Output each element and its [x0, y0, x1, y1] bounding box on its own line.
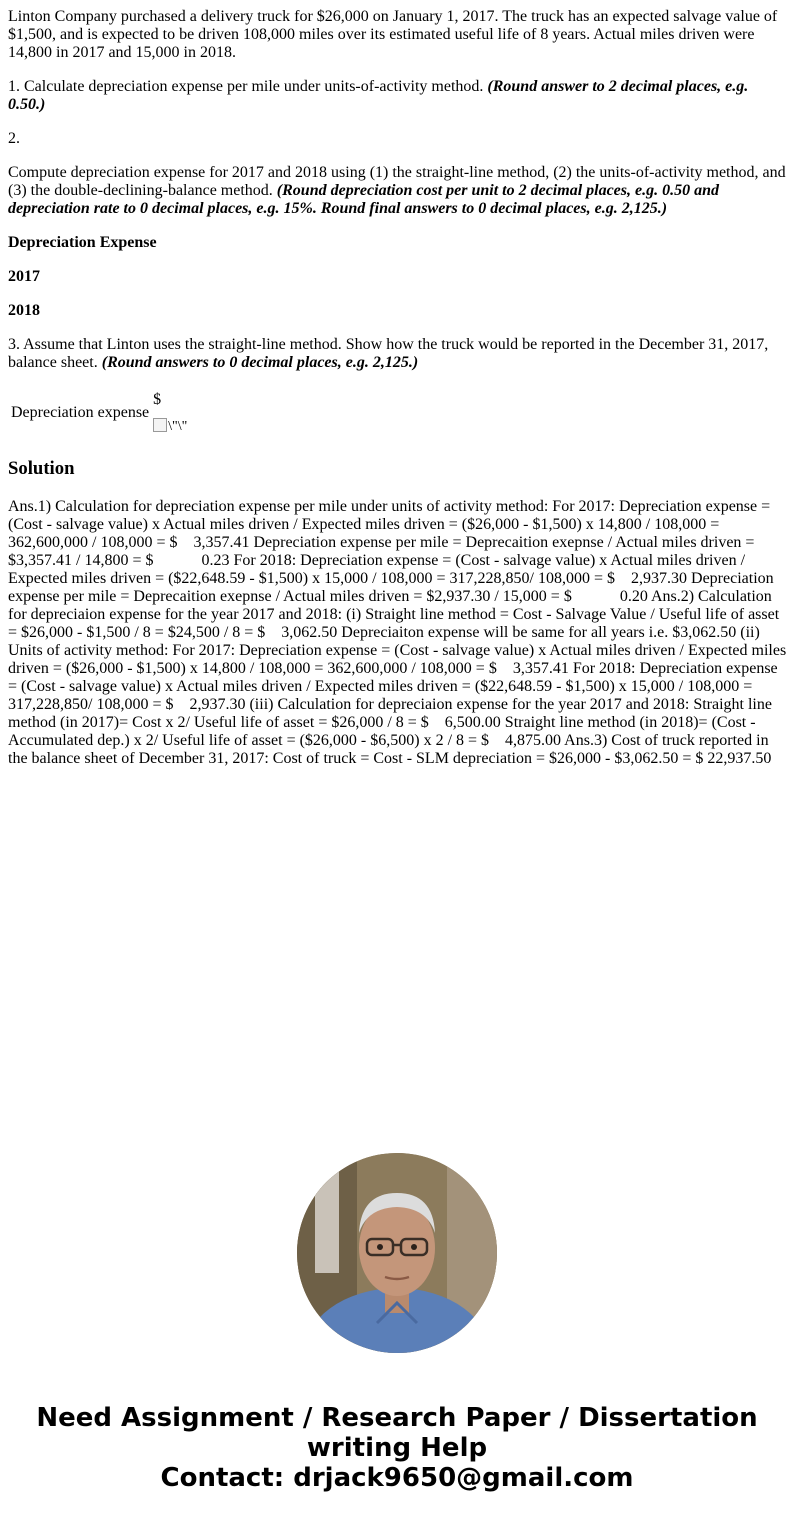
table-row-label: Depreciation expense [11, 404, 150, 421]
problem-intro: Linton Company purchased a delivery truck for $26,000 on January 1, 2017. The truck has an expected salvage value of $1,500, and is expected to be driven 108,000 miles over its estimated useful life of 8 years. Actual miles driven were 14,800 in 2017 and 15,000 in 2018. [8, 8, 778, 61]
footer-line-2: writing Help [306, 1433, 488, 1463]
solution-body: Ans.1) Calculation for depreciation expense per mile under units of activity method: For 2017: Depreciation expense = (Cost - salvage value) x Actual miles driven / Expected miles driven = ($26,000 - $1,500) x 14,800 / 108,000 = 362,600,000 / 108,000 = $ 3,357.41 Depreciation expense per mile = Deprecaition exepnse / Actual miles driven = $3,357.41 / 14,800 = $ 0.23 For 2018: Depreciation expense = (Cost - salvage value) x Actual miles driven / Expected miles driven = ($22,648.59 - $1,500) x 15,000 / 108,000 = 317,228,850/ 108,000 = $ 2,937.30 Depreciation expense per mile = Deprecaition exepnse / Actual miles driven = $2,937.30 / 15,000 = $ 0.20 Ans.2) Calculation for depreciaion expense for the year 2017 and 2018: (i) Straight line method = Cost - Salvage Value / Useful life of asset = $26,000 - $1,500 / 8 = $24,500 / 8 = $ 3,062.50 Depreciaiton expense will be same for all years i.e. $3,062.50 (ii) Units of activity method: For 2017: Depreciation expense = (Cost - salvage value) x Actual miles driven / Expected miles driven = ($26,000 - $1,500) x 14,800 / 108,000 = 362,600,000 / 108,000 = $ 3,357.41 For 2018: Depreciation expense = (Cost - salvage value) x Actual miles driven / Expected miles driven = ($22,648.59 - $1,500) x 15,000 / 108,000 = 317,228,850/ 108,000 = $ 2,937.30 (iii) Calculation for depreciaion expense for the year 2017 and 2018: Straight line method (in 2017)= Cost x 2/ Useful life of asset = $26,000 / 8 = $ 6,500.00 Straight line method (in 2018)= (Cost - Accumulated dep.) x 2/ Useful life of asset = ($26,000 - $6,500) x 2 / 8 = $ 4,875.00 Ans.3) Cost of truck reported in the balance sheet of December 31, 2017: Cost of truck = Cost - SLM depreciation = $26,000 - $3,062.50 = $ 22,937.50 [8, 498, 791, 767]
question-content [8, 8, 791, 784]
author-portrait-icon [297, 1153, 497, 1353]
label-year-2018: 2018 [8, 302, 40, 319]
question-1-text: 1. Calculate depreciation expense per mile under units-of-activity method. [8, 78, 488, 95]
depreciation-table [8, 388, 190, 438]
label-depreciation-expense: Depreciation Expense [8, 234, 157, 251]
question-2 [8, 164, 788, 218]
question-1-note: (Round answer to 2 decimal places, e.g. 0.50.) [8, 78, 749, 113]
table-answer-cell [152, 390, 188, 436]
question-2-number: 2. [8, 130, 20, 147]
question-3 [8, 336, 788, 372]
author-avatar [297, 1153, 497, 1353]
question-2-note: (Round depreciation cost per unit to 2 decimal places, e.g. 0.50 and depreciation rate to 0 decimal places, e.g. 15%. Round final answers to 0 decimal places, e.g. 2,125.) [8, 182, 720, 217]
table-row [10, 390, 188, 436]
question-3-text: 3. Assume that Linton uses the straight-line method. Show how the truck would be reported in the December 31, 2017, balance sheet. [8, 336, 769, 371]
currency-symbol: $ [153, 391, 162, 408]
broken-image-alt: \"\" [168, 419, 188, 434]
footer-contact[interactable]: Contact: drjack9650@gmail.com [160, 1463, 634, 1493]
question-3-note: (Round answers to 0 decimal places, e.g. 2,125.) [101, 354, 419, 371]
promo-footer [0, 1403, 794, 1493]
broken-image [153, 418, 187, 434]
solution-heading: Solution [8, 458, 75, 479]
question-1 [8, 78, 788, 114]
broken-image-icon [153, 418, 167, 432]
question-2-text: Compute depreciation expense for 2017 and 2018 using (1) the straight-line method, (2) the units-of-activity method, and (3) the double-declining-balance method. [8, 164, 786, 199]
label-year-2017: 2017 [8, 268, 40, 285]
footer-line-1: Need Assignment / Research Paper / Dissertation [36, 1403, 758, 1433]
